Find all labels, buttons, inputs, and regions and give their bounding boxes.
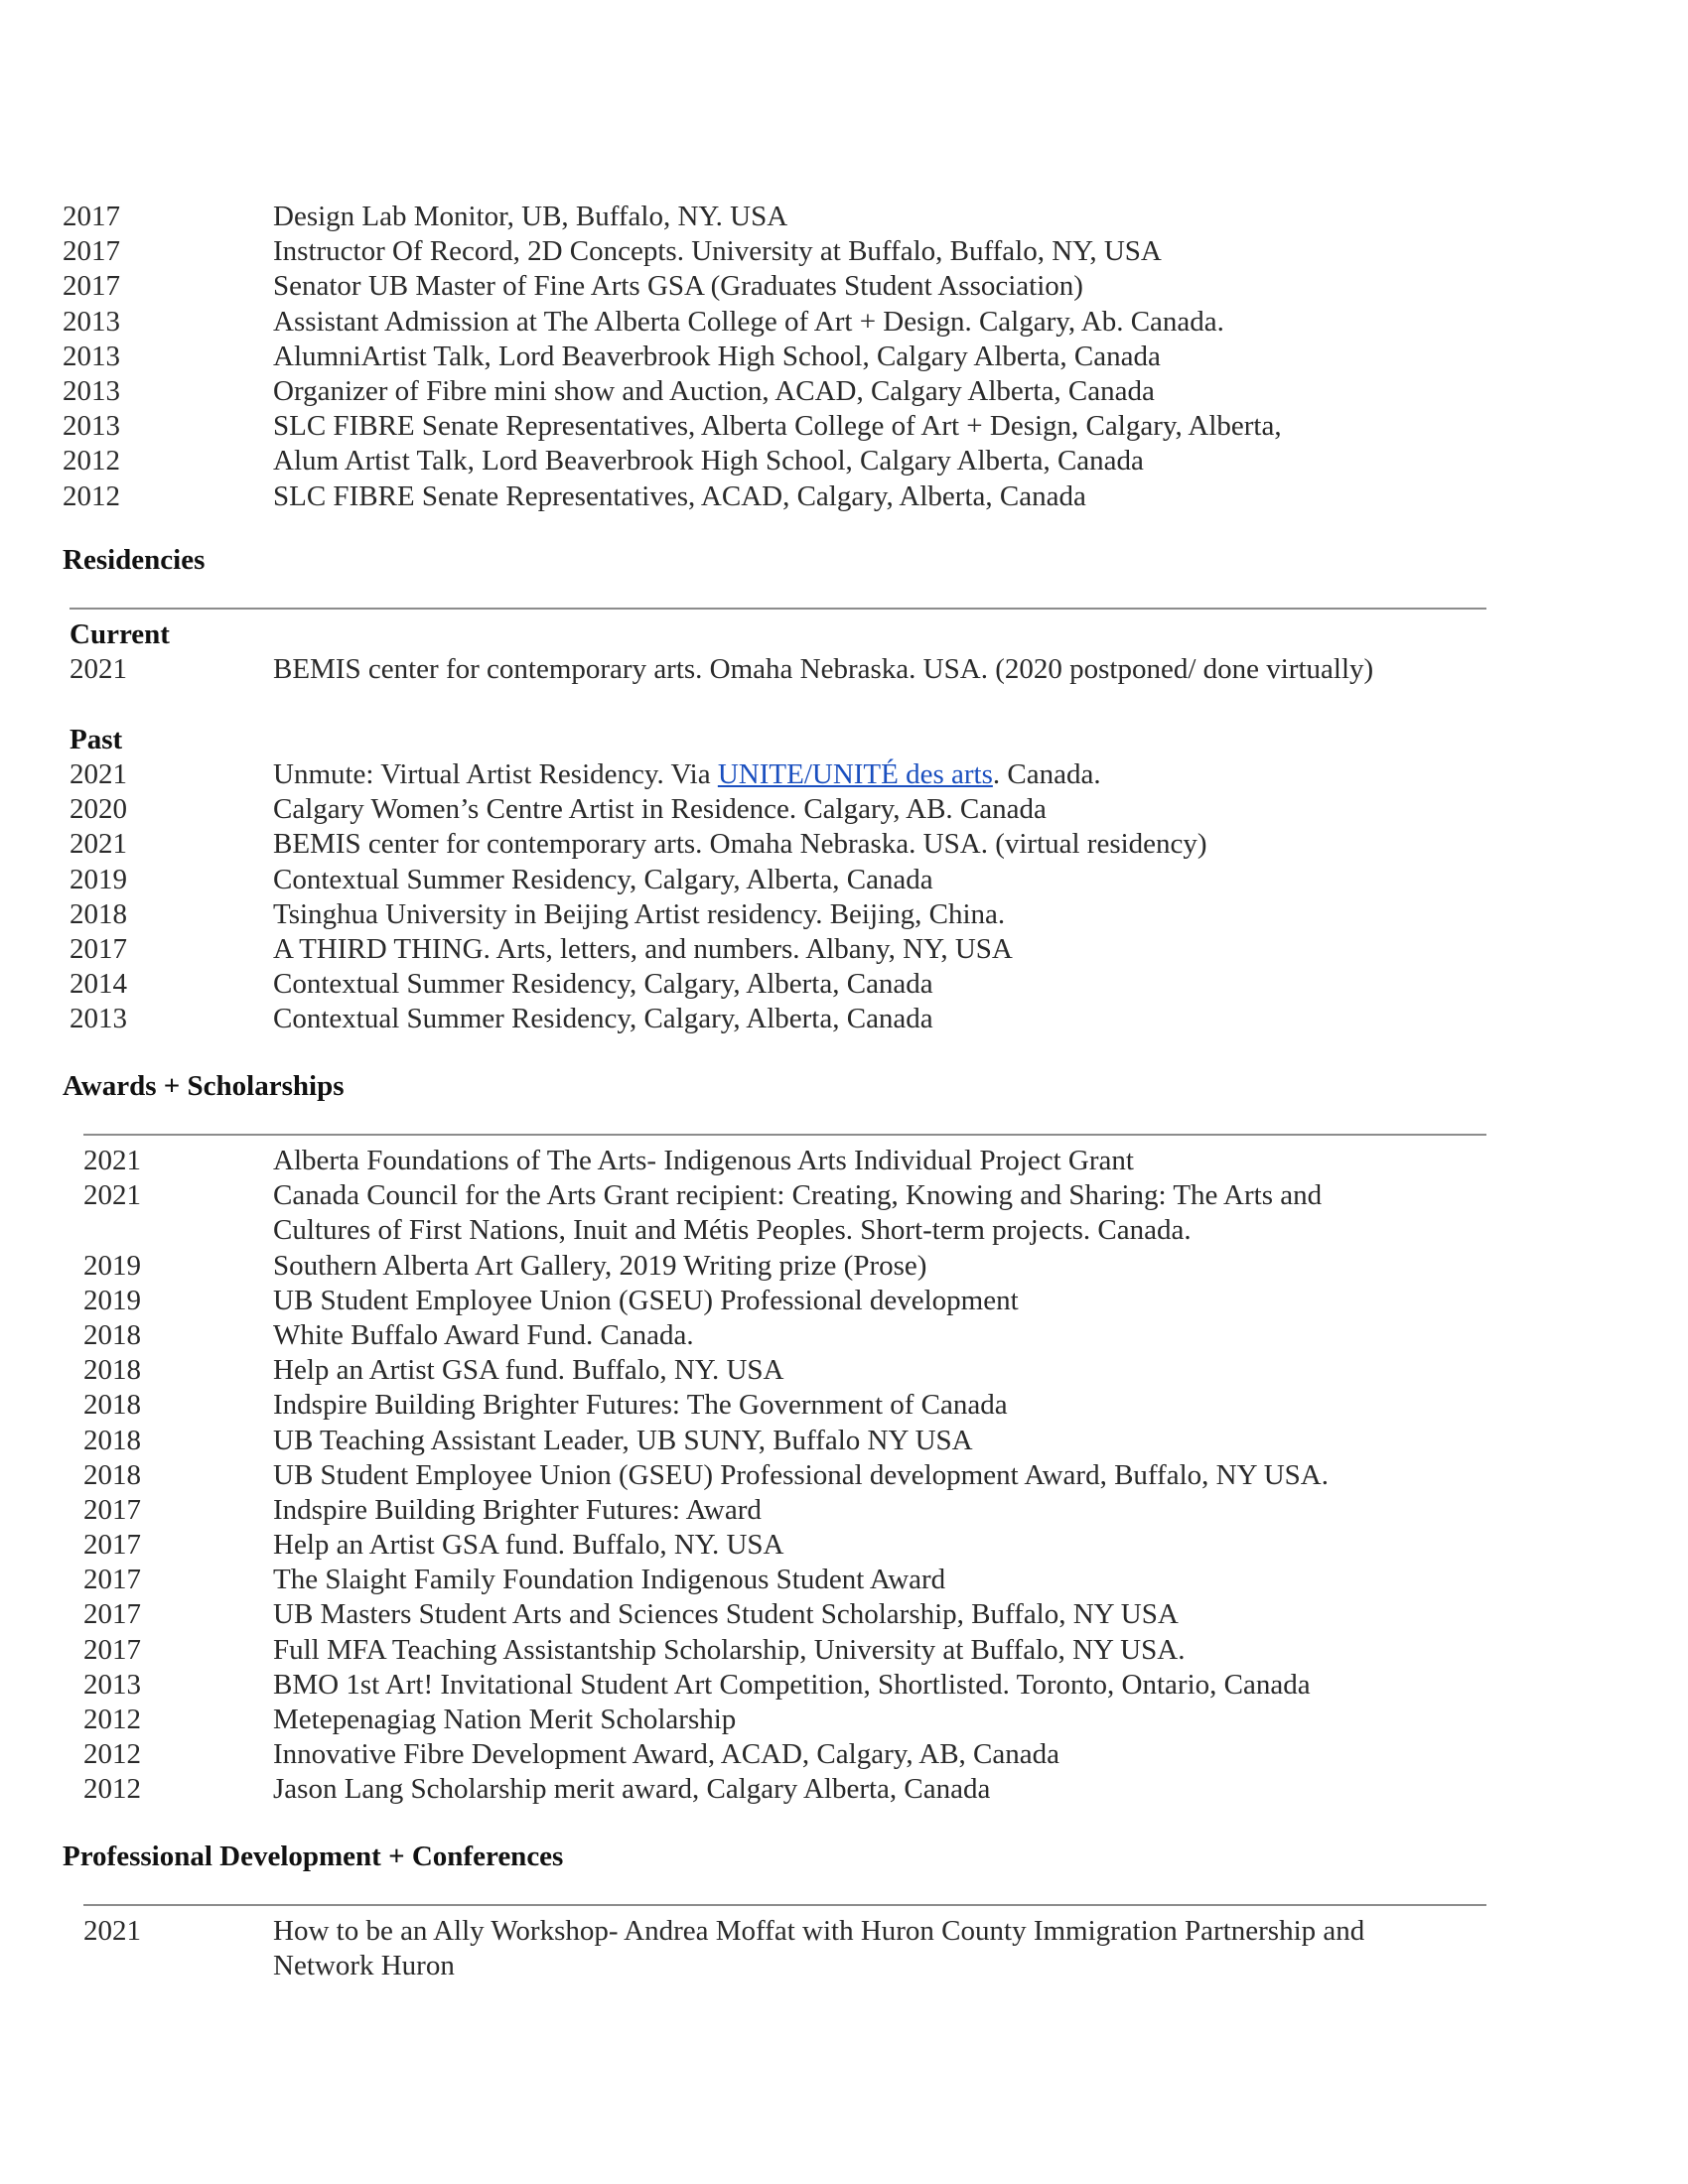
entry-text: UB Student Employee Union (GSEU) Professional development Award, Buffalo, NY USA. (273, 1458, 1329, 1491)
entry-text: A THIRD THING. Arts, letters, and numbers. Albany, NY, USA (273, 932, 1013, 965)
list-item (0, 1424, 1688, 1458)
entry-year: 2017 (83, 1633, 141, 1666)
entry-year: 2021 (83, 1145, 141, 1176)
entry-year: 2013 (83, 1668, 141, 1701)
list-item (0, 340, 1688, 374)
entry-year: 2017 (63, 270, 120, 303)
professional-development-heading: Professional Development + Conferences (63, 1841, 564, 1872)
entry-year: 2021 (70, 653, 127, 685)
list-item (0, 305, 1688, 340)
entry-year: 2012 (83, 1704, 141, 1736)
entry-year: 2018 (83, 1424, 141, 1456)
list-item (0, 792, 1688, 827)
entry-year: 2014 (70, 968, 127, 1001)
residencies-heading: Residencies (63, 544, 206, 576)
entry-year: 2013 (63, 410, 120, 443)
list-item (0, 1772, 1688, 1807)
list-item (0, 1002, 1688, 1036)
entry-text: Jason Lang Scholarship merit award, Calgary Alberta, Canada (273, 1773, 991, 1806)
entry-year: 2013 (63, 374, 120, 407)
entry-text: Assistant Admission at The Alberta College of Art + Design. Calgary, Ab. Canada. (273, 305, 1224, 338)
list-item (0, 409, 1688, 444)
entry-year: 2021 (83, 1915, 141, 1947)
list-item (0, 1703, 1688, 1737)
entry-text: Alberta Foundations of The Arts- Indigenous Arts Individual Project Grant (273, 1145, 1134, 1176)
entry-text: UB Masters Student Arts and Sciences Student Scholarship, Buffalo, NY USA (273, 1598, 1179, 1631)
entry-text: Calgary Women’s Centre Artist in Residence. Calgary, AB. Canada (273, 793, 1047, 826)
entry-text: Design Lab Monitor, UB, Buffalo, NY. USA (273, 201, 788, 232)
professional-development-divider (83, 1904, 1486, 1906)
entry-year: 2013 (63, 305, 120, 338)
entry-year: 2017 (63, 235, 120, 268)
entry-suffix: . Canada. (992, 758, 1101, 790)
list-item (0, 444, 1688, 478)
past-subheading: Past (70, 724, 123, 755)
list-item (0, 1633, 1688, 1668)
service-list (0, 200, 1688, 514)
entry-year: 2021 (70, 758, 127, 790)
entry-text: Contextual Summer Residency, Calgary, Alberta, Canada (273, 863, 933, 895)
entry-text: SLC FIBRE Senate Representatives, Alberta College of Art + Design, Calgary, Alberta, (273, 410, 1282, 443)
entry-text: Tsinghua University in Beijing Artist residency. Beijing, China. (273, 897, 1006, 930)
list-item (0, 1178, 1688, 1248)
entry-year: 2017 (70, 932, 127, 965)
entry-text: Indspire Building Brighter Futures: The Government of Canada (273, 1389, 1008, 1422)
entry-year: 2013 (63, 340, 120, 372)
entry-text: Contextual Summer Residency, Calgary, Alberta, Canada (273, 1003, 933, 1035)
entry-text: Instructor Of Record, 2D Concepts. University at Buffalo, Buffalo, NY, USA (273, 235, 1162, 268)
entry-text: Metepenagiag Nation Merit Scholarship (273, 1704, 737, 1736)
entry-year: 2017 (83, 1564, 141, 1596)
entry-text: BEMIS center for contemporary arts. Omaha Nebraska. USA. (2020 postponed/ done virtually) (273, 653, 1374, 685)
professional-development-list (0, 1914, 1688, 1983)
entry-year: 2018 (70, 897, 127, 930)
entry-year: 2018 (83, 1389, 141, 1422)
entry-text: Innovative Fibre Development Award, ACAD, Calgary, AB, Canada (273, 1738, 1059, 1771)
entry-year: 2019 (83, 1249, 141, 1282)
list-item (0, 1737, 1688, 1772)
list-item (0, 1318, 1688, 1353)
entry-text: Southern Alberta Art Gallery, 2019 Writing prize (Prose) (273, 1249, 927, 1282)
past-residency-rows (0, 792, 1688, 1036)
list-item (0, 269, 1688, 304)
awards-heading: Awards + Scholarships (63, 1070, 345, 1102)
entry-year: 2017 (83, 1493, 141, 1526)
residencies-divider (70, 608, 1486, 610)
entry-text (273, 757, 1101, 792)
entry-text-line-1: How to be an Ally Workshop- Andrea Moffat with Huron County Immigration Partnership and (273, 1915, 1365, 1947)
list-item (0, 1353, 1688, 1388)
entry-text: UB Teaching Assistant Leader, UB SUNY, Buffalo NY USA (273, 1424, 973, 1456)
list-item (0, 1144, 1688, 1178)
list-item (0, 234, 1688, 269)
list-item (0, 479, 1688, 514)
entry-year: 2018 (83, 1318, 141, 1351)
entry-text (273, 1914, 1364, 1983)
entry-year: 2018 (83, 1458, 141, 1491)
entry-year: 2017 (63, 201, 120, 232)
award-list (0, 1144, 1688, 1808)
entry-text (273, 1178, 1322, 1248)
entry-text: Contextual Summer Residency, Calgary, Alberta, Canada (273, 968, 933, 1001)
entry-text: BMO 1st Art! Invitational Student Art Competition, Shortlisted. Toronto, Ontario, Canada (273, 1668, 1311, 1701)
entry-year: 2019 (83, 1284, 141, 1316)
list-item (0, 1914, 1688, 1983)
list-item (0, 827, 1688, 862)
entry-year: 2021 (83, 1179, 141, 1212)
entry-text: AlumniArtist Talk, Lord Beaverbrook High School, Calgary Alberta, Canada (273, 340, 1161, 372)
current-residency-list (0, 652, 1688, 687)
entry-text-line-2: Cultures of First Nations, Inuit and Métis Peoples. Short-term projects. Canada. (273, 1214, 1192, 1247)
entry-text: Alum Artist Talk, Lord Beaverbrook High School, Calgary Alberta, Canada (273, 445, 1144, 478)
list-item (0, 374, 1688, 409)
entry-text: Help an Artist GSA fund. Buffalo, NY. USA (273, 1354, 784, 1387)
list-item (0, 863, 1688, 897)
list-item (0, 1388, 1688, 1423)
list-item (0, 1249, 1688, 1284)
list-item (0, 200, 1688, 234)
entry-year: 2012 (83, 1738, 141, 1771)
entry-year: 2012 (63, 479, 120, 512)
entry-text: Help an Artist GSA fund. Buffalo, NY. USA (273, 1529, 784, 1562)
list-item (0, 1458, 1688, 1493)
list-item (0, 967, 1688, 1002)
list-item (0, 1284, 1688, 1318)
list-item (0, 1528, 1688, 1563)
list-item (0, 1493, 1688, 1528)
current-subheading: Current (70, 618, 170, 650)
list-item (0, 652, 1688, 687)
list-item (0, 1563, 1688, 1597)
entry-year: 2018 (83, 1354, 141, 1387)
entry-year: 2017 (83, 1529, 141, 1562)
entry-year: 2021 (70, 828, 127, 861)
entry-year: 2013 (70, 1003, 127, 1035)
entry-year: 2012 (63, 445, 120, 478)
entry-text: White Buffalo Award Fund. Canada. (273, 1318, 694, 1351)
entry-year: 2012 (83, 1773, 141, 1806)
award-rows (0, 1249, 1688, 1808)
entry-year: 2020 (70, 793, 127, 826)
entry-text: SLC FIBRE Senate Representatives, ACAD, Calgary, Alberta, Canada (273, 479, 1086, 512)
unite-des-arts-link[interactable]: UNITE/UNITÉ des arts (717, 758, 993, 790)
entry-text-line-2: Network Huron (273, 1950, 455, 1982)
list-item (0, 897, 1688, 932)
entry-year: 2019 (70, 863, 127, 895)
list-item (0, 757, 1688, 792)
entry-text: UB Student Employee Union (GSEU) Professional development (273, 1284, 1019, 1316)
list-item (0, 1668, 1688, 1703)
entry-text: Organizer of Fibre mini show and Auction, ACAD, Calgary Alberta, Canada (273, 374, 1155, 407)
list-item (0, 932, 1688, 967)
list-item (0, 1597, 1688, 1632)
entry-year: 2017 (83, 1598, 141, 1631)
entry-text: The Slaight Family Foundation Indigenous Student Award (273, 1564, 946, 1596)
past-residency-list (0, 757, 1688, 1037)
entry-text-line-1: Canada Council for the Arts Grant recipient: Creating, Knowing and Sharing: The Arts and (273, 1179, 1323, 1212)
entry-prefix: Unmute: Virtual Artist Residency. Via (273, 758, 718, 790)
awards-divider (83, 1134, 1486, 1136)
entry-text: Full MFA Teaching Assistantship Scholarship, University at Buffalo, NY USA. (273, 1633, 1186, 1666)
entry-text: Indspire Building Brighter Futures: Award (273, 1493, 762, 1526)
entry-text: Senator UB Master of Fine Arts GSA (Graduates Student Association) (273, 270, 1083, 303)
entry-text: BEMIS center for contemporary arts. Omaha Nebraska. USA. (virtual residency) (273, 828, 1207, 861)
